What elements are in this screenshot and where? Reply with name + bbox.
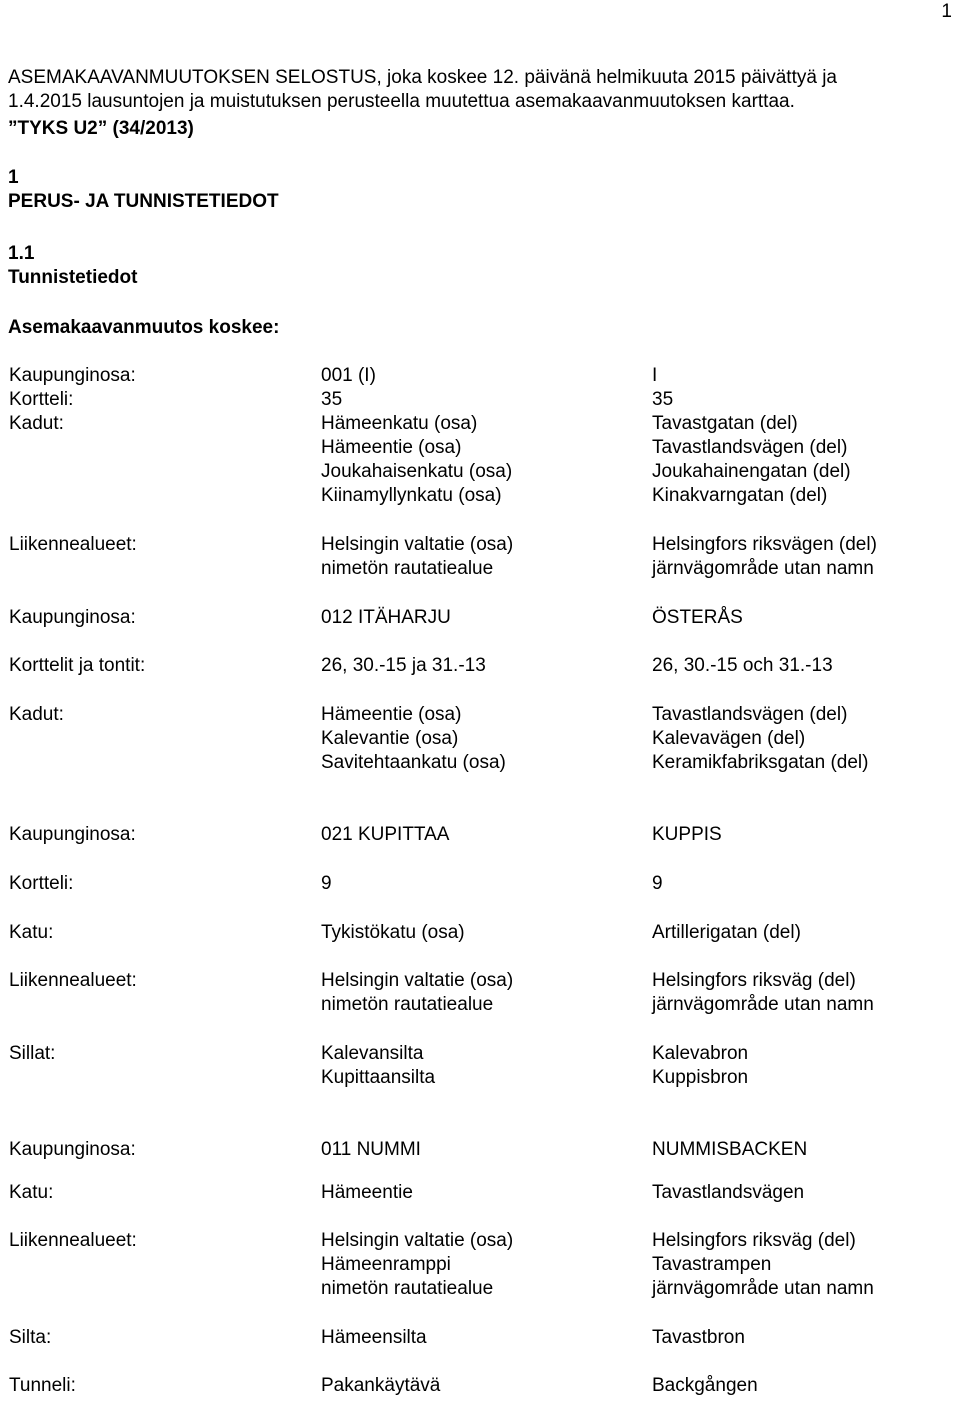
row-swedish: Backgången [652, 1375, 758, 1396]
row-swedish: 26, 30.-15 och 31.-13 [652, 655, 833, 676]
table-row [0, 533, 960, 557]
table-row [0, 606, 960, 630]
row-label: Kaupunginosa: [9, 365, 136, 386]
section-title: PERUS- JA TUNNISTETIEDOT [8, 191, 279, 212]
table-row [0, 364, 960, 388]
row-swedish: Tavastgatan (del) [652, 413, 798, 434]
row-finnish: Kalevantie (osa) [321, 728, 459, 749]
row-finnish: Helsingin valtatie (osa) [321, 1230, 514, 1251]
table-row [0, 921, 960, 945]
row-swedish: 9 [652, 873, 663, 894]
table-row [0, 654, 960, 678]
row-finnish: nimetön rautatiealue [321, 994, 494, 1015]
row-swedish: Artillerigatan (del) [652, 922, 801, 943]
row-finnish: Pakankäytävä [321, 1375, 441, 1396]
row-swedish: Helsingfors riksväg (del) [652, 1230, 856, 1251]
intro-line-1: ASEMAKAAVANMUUTOKSEN SELOSTUS, joka koskee 12. päivänä helmikuuta 2015 päivättyä ja [8, 67, 837, 88]
row-finnish: Kiinamyllynkatu (osa) [321, 485, 502, 506]
section-number: 1 [8, 167, 19, 188]
table-row [0, 1181, 960, 1205]
row-label: Kadut: [9, 413, 64, 434]
row-finnish: Hämeenkatu (osa) [321, 413, 478, 434]
table-row [0, 1326, 960, 1350]
row-swedish: 35 [652, 389, 674, 410]
subsection-title: Tunnistetiedot [8, 267, 138, 288]
row-label: Silta: [9, 1327, 52, 1348]
row-label: Sillat: [9, 1043, 56, 1064]
row-label: Tunneli: [9, 1375, 76, 1396]
table-row [0, 993, 960, 1017]
row-finnish: 012 ITÄHARJU [321, 607, 451, 628]
row-swedish: Keramikfabriksgatan (del) [652, 752, 869, 773]
row-swedish: Tavastlandsvägen (del) [652, 437, 848, 458]
row-finnish: Joukahaisenkatu (osa) [321, 461, 513, 482]
row-label: Liikennealueet: [9, 970, 137, 991]
table-row [0, 872, 960, 896]
row-finnish: Hämeentie (osa) [321, 704, 462, 725]
row-label: Kaupunginosa: [9, 1139, 136, 1160]
intro-line-2: 1.4.2015 lausuntojen ja muistutuksen perusteella muutettua asemakaavanmuutoksen karttaa. [8, 91, 795, 112]
subsection-number: 1.1 [8, 243, 35, 264]
table-row [0, 1138, 960, 1162]
row-finnish: 9 [321, 873, 332, 894]
page-number: 1 [941, 1, 952, 22]
row-finnish: 35 [321, 389, 343, 410]
row-swedish: järnvägområde utan namn [652, 994, 874, 1015]
row-swedish: I [652, 365, 658, 386]
row-label: Katu: [9, 922, 54, 943]
row-finnish: Hämeentie [321, 1182, 413, 1203]
row-swedish: Tavastlandsvägen (del) [652, 704, 848, 725]
row-swedish: järnvägområde utan namn [652, 558, 874, 579]
row-finnish: Savitehtaankatu (osa) [321, 752, 506, 773]
table-row [0, 412, 960, 436]
row-swedish: Kinakvarngatan (del) [652, 485, 828, 506]
intro-paragraph [8, 66, 837, 114]
row-swedish: NUMMISBACKEN [652, 1139, 808, 1160]
table-row [0, 557, 960, 581]
row-label: Liikennealueet: [9, 1230, 137, 1251]
table-row [0, 1042, 960, 1066]
row-finnish: Hämeentie (osa) [321, 437, 462, 458]
row-swedish: Tavastlandsvägen [652, 1182, 805, 1203]
row-label: Korttelit ja tontit: [9, 655, 146, 676]
row-label: Kaupunginosa: [9, 607, 136, 628]
row-swedish: Tavastrampen [652, 1254, 772, 1275]
row-label: Kaupunginosa: [9, 824, 136, 845]
table-row [0, 703, 960, 727]
row-finnish: Tykistökatu (osa) [321, 922, 465, 943]
row-finnish: nimetön rautatiealue [321, 1278, 494, 1299]
table-row [0, 1253, 960, 1277]
row-swedish: Kalevavägen (del) [652, 728, 806, 749]
table-row [0, 727, 960, 751]
row-swedish: Helsingfors riksväg (del) [652, 970, 856, 991]
row-finnish: 021 KUPITTAA [321, 824, 450, 845]
row-finnish: Kupittaansilta [321, 1067, 436, 1088]
table-row [0, 460, 960, 484]
lead-text: Asemakaavanmuutos koskee: [8, 317, 280, 338]
table-row [0, 388, 960, 412]
row-finnish: 26, 30.-15 ja 31.-13 [321, 655, 486, 676]
table-row [0, 823, 960, 847]
table-row [0, 969, 960, 993]
row-finnish: Hämeenramppi [321, 1254, 451, 1275]
row-finnish: 011 NUMMI [321, 1139, 421, 1160]
table-row [0, 1066, 960, 1090]
row-swedish: Tavastbron [652, 1327, 745, 1348]
row-finnish: Helsingin valtatie (osa) [321, 534, 514, 555]
row-swedish: Joukahainengatan (del) [652, 461, 851, 482]
row-swedish: Kalevabron [652, 1043, 749, 1064]
table-row [0, 1374, 960, 1398]
row-label: Katu: [9, 1182, 54, 1203]
row-finnish: Kalevansilta [321, 1043, 424, 1064]
row-swedish: Kuppisbron [652, 1067, 749, 1088]
row-finnish: Hämeensilta [321, 1327, 427, 1348]
table-row [0, 436, 960, 460]
row-finnish: 001 (I) [321, 365, 376, 386]
row-swedish: Helsingfors riksvägen (del) [652, 534, 877, 555]
row-finnish: Helsingin valtatie (osa) [321, 970, 514, 991]
row-label: Kadut: [9, 704, 64, 725]
row-swedish: järnvägområde utan namn [652, 1278, 874, 1299]
table-row [0, 1277, 960, 1301]
row-label: Kortteli: [9, 873, 74, 894]
row-swedish: KUPPIS [652, 824, 722, 845]
row-label: Liikennealueet: [9, 534, 137, 555]
row-label: Kortteli: [9, 389, 74, 410]
table-row [0, 751, 960, 775]
project-title: ”TYKS U2” (34/2013) [8, 118, 194, 139]
row-finnish: nimetön rautatiealue [321, 558, 494, 579]
row-swedish: ÖSTERÅS [652, 607, 743, 628]
table-row [0, 1229, 960, 1253]
table-row [0, 484, 960, 508]
